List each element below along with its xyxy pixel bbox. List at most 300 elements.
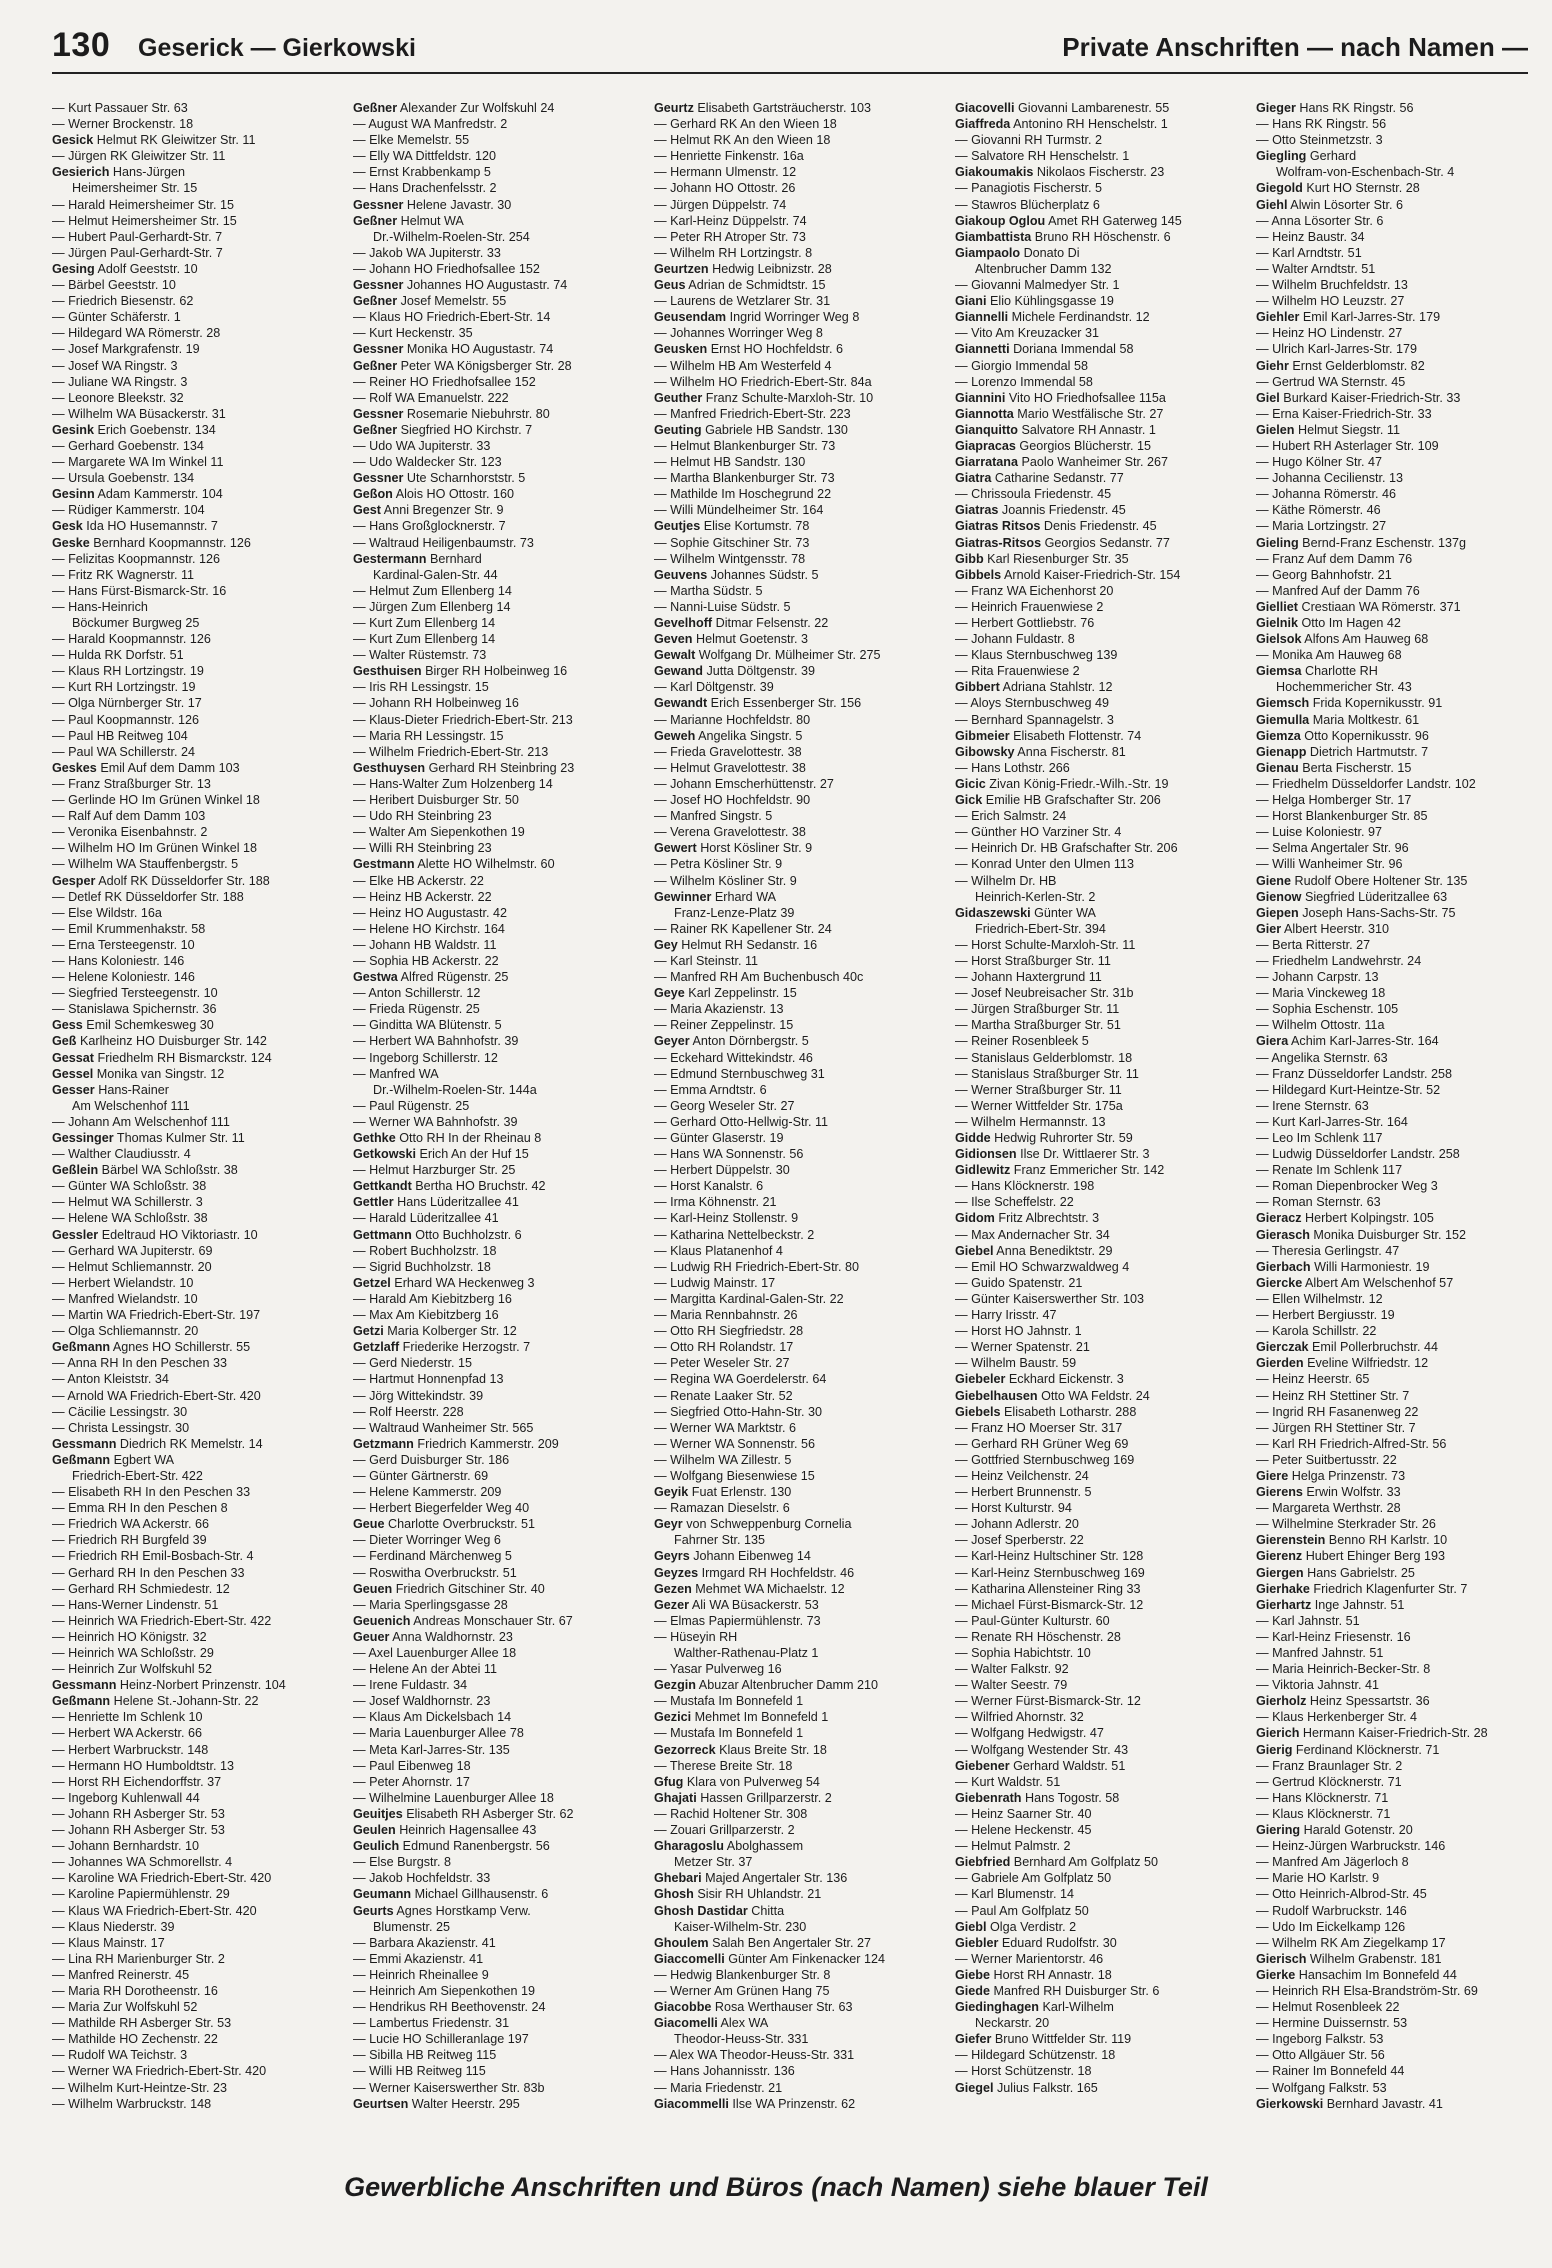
directory-entry <box>1256 390 1551 406</box>
directory-entry: — Udo RH Steinbring 23 <box>353 809 492 824</box>
directory-entry <box>353 277 648 293</box>
directory-entry: — Peter Suitbertusstr. 22 <box>1256 1452 1397 1467</box>
entry-surname: Gewand <box>654 664 703 679</box>
directory-entry <box>654 1581 949 1597</box>
directory-entry: Walther-Rathenau-Platz 1 <box>674 1646 819 1660</box>
entry-surname: Giapracas <box>955 438 1016 453</box>
directory-entry: — Heinz HO Augustastr. 42 <box>353 905 507 920</box>
entry-details: Monika HO Augustastr. 74 <box>403 342 554 357</box>
entry-surname: Gibbert <box>955 680 1000 695</box>
directory-entry: Dr.-Wilhelm-Roelen-Str. 144a <box>373 1082 537 1097</box>
directory-entry: — Jürgen RH Stettiner Str. 7 <box>1256 1420 1416 1435</box>
entry-details: Gerhard RH Steinbring 23 <box>425 760 575 775</box>
directory-entry: — Wolfgang Biesenwiese 15 <box>654 1468 815 1483</box>
entry-surname: Geßmann <box>52 1694 111 1709</box>
directory-entry <box>654 309 949 325</box>
directory-entry: — Helmut Zum Ellenberg 14 <box>353 583 512 598</box>
entry-surname: Giehr <box>1256 358 1289 373</box>
directory-entry: — Emil HO Schwarzwaldweg 4 <box>955 1259 1130 1274</box>
directory-entry: — Manfred Reinerstr. 45 <box>52 1967 190 1982</box>
directory-entry: — Karoline Papiermühlenstr. 29 <box>52 1887 230 1902</box>
directory-entry: — Klaus-Dieter Friedrich-Ebert-Str. 213 <box>353 712 573 727</box>
directory-entry: — Lambertus Friedenstr. 31 <box>353 2016 510 2031</box>
directory-entry: — Giovanni RH Turmstr. 2 <box>955 133 1102 148</box>
directory-entry <box>654 1709 949 1725</box>
directory-entry: Hochemmericher Str. 43 <box>1276 680 1412 695</box>
entry-details: Alette HO Wilhelmstr. 60 <box>414 857 555 872</box>
entry-details: Alois HO Ottostr. 160 <box>392 487 514 502</box>
directory-entry <box>654 390 949 406</box>
directory-entry <box>654 341 949 357</box>
directory-entry <box>955 1146 1250 1162</box>
directory-entry: — Cäcilie Lessingstr. 30 <box>52 1404 188 1419</box>
entry-details: Berta Fischerstr. 15 <box>1298 760 1412 775</box>
directory-entry <box>353 1629 648 1645</box>
entry-surname: Giatra <box>955 471 992 486</box>
directory-entry: — Roman Sternstr. 63 <box>1256 1195 1381 1210</box>
entry-surname: Gidaszewski <box>955 905 1031 920</box>
directory-entry: — Emmi Akazienstr. 41 <box>353 1951 484 1966</box>
directory-entry: — Wilhelm WA Büsackerstr. 31 <box>52 406 226 421</box>
directory-entry: — Maria RH Lessingstr. 15 <box>353 728 504 743</box>
directory-entry: — Wilhelm Kösliner Str. 9 <box>654 873 797 888</box>
directory-entry <box>52 1339 347 1355</box>
directory-entry: — Margitta Kardinal-Galen-Str. 22 <box>654 1291 844 1306</box>
directory-entry: — Heinrich Frauenwiese 2 <box>955 599 1104 614</box>
entry-surname: Gessler <box>52 1227 99 1242</box>
entry-details: Maria Moltkestr. 61 <box>1309 712 1420 727</box>
directory-entry <box>353 1822 648 1838</box>
directory-entry <box>52 422 347 438</box>
entry-details: Johannes HO Augustastr. 74 <box>403 278 568 293</box>
directory-entry <box>52 486 347 502</box>
directory-entry: — Kurt Heckenstr. 35 <box>353 326 473 341</box>
directory-entry <box>353 1516 648 1532</box>
directory-entry: — Jürgen Straßburger Str. 11 <box>955 1002 1120 1017</box>
entry-details: Erich An der Huf 15 <box>416 1147 529 1162</box>
entry-details: Salah Ben Angertaler Str. 27 <box>708 1935 872 1950</box>
directory-entry: — Klaus Sternbuschweg 139 <box>955 648 1118 663</box>
directory-entry: — Manfred RH Am Buchenbusch 40c <box>654 970 864 985</box>
entry-details: Helene St.-Johann-Str. 22 <box>110 1694 259 1709</box>
directory-entry: — Paul Am Golfplatz 50 <box>955 1903 1089 1918</box>
directory-entry: — Arnold WA Friedrich-Ebert-Str. 420 <box>52 1388 261 1403</box>
entry-details: Fuat Erlenstr. 130 <box>688 1485 792 1500</box>
directory-entry: — Mathilde HO Zechenstr. 22 <box>52 2032 218 2047</box>
entry-details: Ingrid Worringer Weg 8 <box>726 310 860 325</box>
directory-entry: — Horst Blankenburger Str. 85 <box>1256 809 1428 824</box>
directory-entry: — Ingeborg Schillerstr. 12 <box>353 1050 498 1065</box>
directory-entry: — Josef HO Hochfeldstr. 90 <box>654 793 811 808</box>
directory-entry: — Heinz HB Ackerstr. 22 <box>353 889 492 904</box>
entry-details: Agnes HO Schillerstr. 55 <box>110 1340 251 1355</box>
entry-details: Catharine Sedanstr. 77 <box>991 471 1124 486</box>
directory-entry: — Detlef RK Düsseldorfer Str. 188 <box>52 889 244 904</box>
directory-entry: Neckarstr. 20 <box>975 2016 1050 2031</box>
directory-entry: — Helmut Harzburger Str. 25 <box>353 1163 516 1178</box>
directory-entry <box>955 406 1250 422</box>
directory-entry: — Ulrich Karl-Jarres-Str. 179 <box>1256 342 1417 357</box>
directory-entry: — Helene Koloniestr. 146 <box>52 970 195 985</box>
entry-surname: Geßon <box>353 487 393 502</box>
directory-entry: — Walter Am Siepenkothen 19 <box>353 825 525 840</box>
directory-entry <box>955 728 1250 744</box>
entry-surname: Geurtz <box>654 101 694 115</box>
directory-entry: — Käthe Römerstr. 46 <box>1256 503 1381 518</box>
directory-entry: — Hans Koloniestr. 146 <box>52 953 185 968</box>
entry-details: Alwin Lösorter Str. 6 <box>1287 197 1403 212</box>
entry-surname: Gessmann <box>52 1678 117 1693</box>
entry-details: Joseph Hans-Sachs-Str. 75 <box>1298 905 1456 920</box>
directory-entry: — Wilhelm Ottostr. 11a <box>1256 1018 1385 1033</box>
entry-details: Erhard WA Heckenweg 3 <box>390 1275 535 1290</box>
entry-details: Elisabeth Flottenstr. 74 <box>1009 728 1142 743</box>
entry-details: Friedhelm RH Bismarckstr. 124 <box>94 1050 272 1065</box>
entry-surname: Geuvens <box>654 567 708 582</box>
directory-entry <box>955 1854 1250 1870</box>
entry-surname: Geulen <box>353 1823 396 1838</box>
directory-entry: — Paul Koopmannstr. 126 <box>52 712 200 727</box>
directory-entry: — Walter Seestr. 79 <box>955 1678 1068 1693</box>
entry-details: Erwin Wolfstr. 33 <box>1302 1485 1401 1500</box>
directory-entry: — Olga Schliemannstr. 20 <box>52 1324 199 1339</box>
directory-entry <box>353 358 648 374</box>
entry-details: Karl-Wilhelm <box>1038 2000 1114 2015</box>
directory-entry: — Chrissoula Friedenstr. 45 <box>955 487 1112 502</box>
entry-details: Bernhard <box>426 551 482 566</box>
directory-entry <box>353 502 648 518</box>
directory-entry: Franz-Lenze-Platz 39 <box>674 905 795 920</box>
directory-entry <box>654 889 949 905</box>
directory-entry: — Renate RH Höschenstr. 28 <box>955 1629 1121 1644</box>
directory-entry: — Werner WA Bahnhofstr. 39 <box>353 1114 518 1129</box>
directory-entry <box>353 1886 648 1902</box>
entry-surname: Gesinn <box>52 487 95 502</box>
directory-entry <box>1256 1227 1551 1243</box>
entry-surname: Getzlaff <box>353 1340 400 1355</box>
entry-details: Monika Duisburger Str. 152 <box>1309 1227 1467 1242</box>
directory-entry: — Bernhard Spannagelstr. 3 <box>955 712 1114 727</box>
directory-entry <box>955 1371 1250 1387</box>
directory-entry: — Heribert Duisburger Str. 50 <box>353 793 519 808</box>
directory-entry: — Lucie HO Schilleranlage 197 <box>353 2032 529 2047</box>
directory-entry: — Hildegard Kurt-Heintze-Str. 52 <box>1256 1082 1441 1097</box>
entry-details: Otto RH In der Rheinau 8 <box>395 1131 542 1145</box>
entry-details: Friedrich Gitschiner Str. 40 <box>392 1581 545 1596</box>
directory-entry: — Hermann Ulmenstr. 12 <box>654 165 797 180</box>
directory-entry: — Franz WA Eichenhorst 20 <box>955 583 1114 598</box>
entry-details: Chitta <box>747 1903 785 1918</box>
entry-details: Adam Kammerstr. 104 <box>94 487 223 502</box>
directory-entry: — Maria Friedenstr. 21 <box>654 2080 783 2095</box>
directory-entry: — Edmund Sternbuschweg 31 <box>654 1066 825 1081</box>
entry-details: Otto Buchholzstr. 6 <box>411 1227 522 1242</box>
entry-surname: Giebler <box>955 1935 999 1950</box>
directory-entry: — Giorgio Immendal 58 <box>955 358 1088 373</box>
directory-entry: — Klaus RH Lortzingstr. 19 <box>52 664 204 679</box>
directory-entry: — Sophie Gitschiner Str. 73 <box>654 535 810 550</box>
entry-surname: Gestmann <box>353 857 415 872</box>
entry-details: Heinz-Norbert Prinzenstr. 104 <box>116 1678 286 1693</box>
entry-surname: Gessner <box>353 406 404 421</box>
directory-entry: — Kurt Zum Ellenberg 14 <box>353 632 496 647</box>
entry-details: Ute Scharnhorststr. 5 <box>403 471 526 486</box>
directory-entry: — Helene HO Kirchstr. 164 <box>353 921 505 936</box>
page-number: 130 <box>52 26 111 64</box>
directory-entry: — Paul WA Schillerstr. 24 <box>52 744 196 759</box>
directory-entry <box>654 2096 949 2112</box>
directory-entry <box>955 1162 1250 1178</box>
entry-surname: Gicic <box>955 776 986 791</box>
directory-entry: — Gerd Niederstr. 15 <box>353 1356 472 1371</box>
directory-entry: — Willi Wanheimer Str. 96 <box>1256 857 1403 872</box>
directory-entry: — Rainer Im Bonnefeld 44 <box>1256 2064 1405 2079</box>
directory-entry: — Hendrikus RH Beethovenstr. 24 <box>353 2000 546 2015</box>
entry-details: Sisir RH Uhlandstr. 21 <box>693 1887 822 1902</box>
directory-entry: — Heinrich WA Friedrich-Ebert-Str. 422 <box>52 1613 272 1628</box>
entry-details: Mario Westfälische Str. 27 <box>1013 406 1164 421</box>
directory-entry: — Klaus Am Dickelsbach 14 <box>353 1710 512 1725</box>
directory-entry: — Margareta Werthstr. 28 <box>1256 1501 1401 1516</box>
directory-entry: — Wilhelm Bruchfeldstr. 13 <box>1256 278 1408 293</box>
directory-entry: — Siegfried Tersteegenstr. 10 <box>52 986 218 1001</box>
directory-entry: — Werner WA Sonnenstr. 56 <box>654 1436 815 1451</box>
directory-entry: — Helmut WA Schillerstr. 3 <box>52 1195 203 1210</box>
directory-entry <box>1256 2096 1551 2112</box>
entry-surname: Gezici <box>654 1710 692 1725</box>
entry-surname: Giehler <box>1256 310 1300 325</box>
directory-entry: — Klaus Klöcknerstr. 71 <box>1256 1806 1391 1821</box>
entry-details: Charlotte RH <box>1301 664 1378 679</box>
entry-surname: Gierkowski <box>1256 2096 1324 2111</box>
entry-details: Walter Heerstr. 295 <box>408 2096 520 2111</box>
entry-details: Albert Am Welschenhof 57 <box>1302 1275 1454 1290</box>
entry-surname: Geskes <box>52 760 97 775</box>
entry-details: Eckhard Eickenstr. 3 <box>1005 1372 1124 1387</box>
entry-details: Gerhard <box>1306 149 1357 164</box>
directory-entry: — Johann RH Holbeinweg 16 <box>353 696 519 711</box>
directory-entry: — Werner Kaiserswerther Str. 83b <box>353 2080 545 2095</box>
entry-details: Ferdinand Klöcknerstr. 71 <box>1292 1742 1440 1757</box>
entry-surname: Gidom <box>955 1211 995 1226</box>
directory-entry: — Katharina Allensteiner Ring 33 <box>955 1581 1141 1596</box>
directory-entry <box>1256 1742 1551 1758</box>
directory-entry <box>654 1886 949 1902</box>
entry-details: Otto Kopernikusstr. 96 <box>1300 728 1429 743</box>
directory-entry <box>1256 1581 1551 1597</box>
directory-entry: — Therese Breite Str. 18 <box>654 1758 793 1773</box>
directory-entry: — Klaus Herkenberger Str. 4 <box>1256 1710 1417 1725</box>
entry-surname: Giemza <box>1256 728 1301 743</box>
entry-surname: Getkowski <box>353 1147 416 1162</box>
entry-surname: Gesick <box>52 133 94 148</box>
directory-entry <box>955 1967 1250 1983</box>
entry-details: Edeltraud HO Viktoriastr. 10 <box>98 1227 258 1242</box>
directory-entry <box>1256 1967 1551 1983</box>
directory-entry: — Herbert Gottliebstr. 76 <box>955 616 1095 630</box>
directory-entry: — Herbert Brunnenstr. 5 <box>955 1485 1092 1500</box>
entry-details: Birger RH Holbeinweg 16 <box>421 664 568 679</box>
entry-details: Franz Schulte-Marxloh-Str. 10 <box>702 390 874 405</box>
entry-details: Ilse Dr. Wittlaerer Str. 3 <box>1016 1147 1150 1162</box>
directory-entry: — Roswitha Overbruckstr. 51 <box>353 1565 517 1580</box>
directory-entry: — Hans Lothstr. 266 <box>955 760 1070 775</box>
entry-surname: Gessner <box>353 342 404 357</box>
entry-surname: Giannetti <box>955 342 1010 357</box>
entry-details: Georgios Blücherstr. 15 <box>1015 438 1152 453</box>
entry-surname: Geß <box>52 1034 77 1049</box>
entry-surname: Giegel <box>955 2080 994 2095</box>
directory-entry: — Johann HO Ottostr. 26 <box>654 181 796 196</box>
entry-details: Hermann Kaiser-Friedrich-Str. 28 <box>1299 1726 1488 1741</box>
directory-entry <box>1256 889 1551 905</box>
directory-entry: — Otto RH Siegfriedstr. 28 <box>654 1324 804 1339</box>
directory-entry: — Juliane WA Ringstr. 3 <box>52 374 188 389</box>
directory-entry: — Nanni-Luise Südstr. 5 <box>654 599 791 614</box>
entry-details: Emil Auf dem Damm 103 <box>96 760 240 775</box>
entry-surname: Giakoumakis <box>955 165 1034 180</box>
directory-entry: — Gertrud WA Sternstr. 45 <box>1256 374 1406 389</box>
directory-entry <box>52 1033 347 1049</box>
directory-entry <box>1256 905 1551 921</box>
directory-entry <box>955 229 1250 245</box>
directory-entry: — Selma Angertaler Str. 96 <box>1256 841 1409 856</box>
directory-entry: — Stanislaus Straßburger Str. 11 <box>955 1066 1139 1081</box>
directory-entry: — Hans-Heinrich <box>52 599 148 614</box>
directory-entry: — Manfred Jahnstr. 51 <box>1256 1646 1384 1660</box>
directory-entry: — Friedrich WA Ackerstr. 66 <box>52 1517 209 1532</box>
directory-entry: — Willi Mündelheimer Str. 164 <box>654 503 824 518</box>
entry-surname: Gethke <box>353 1131 396 1145</box>
directory-entry <box>654 1870 949 1886</box>
directory-entry: — Werner Spatenstr. 21 <box>955 1340 1090 1355</box>
entry-details: Charlotte Overbruckstr. 51 <box>384 1517 535 1532</box>
directory-entry: — Herbert Düppelstr. 30 <box>654 1163 790 1178</box>
directory-entry <box>353 1178 648 1194</box>
directory-entry: Blumenstr. 25 <box>373 1919 451 1934</box>
directory-entry: — Iris RH Lessingstr. 15 <box>353 680 489 695</box>
directory-entry: — Johannes Worringer Weg 8 <box>654 326 823 341</box>
entry-surname: Gewandt <box>654 696 708 711</box>
directory-entry: — Gerhard WA Jupiterstr. 69 <box>52 1243 213 1258</box>
entry-surname: Geuer <box>353 1629 390 1644</box>
directory-entry: — Helmut Blankenburger Str. 73 <box>654 438 836 453</box>
directory-entry: — Maria Vinckeweg 18 <box>1256 986 1386 1001</box>
directory-entry <box>353 197 648 213</box>
entry-details: Otto WA Feldstr. 24 <box>1037 1388 1150 1403</box>
directory-entry: — Sigrid Buchholzstr. 18 <box>353 1259 491 1274</box>
entry-surname: Giercke <box>1256 1275 1303 1290</box>
entry-details: Franz Emmericher Str. 142 <box>1010 1163 1165 1178</box>
entry-surname: Gibowsky <box>955 744 1015 759</box>
entry-surname: Geßner <box>353 358 398 373</box>
directory-entry <box>1256 422 1551 438</box>
directory-entry <box>955 309 1250 325</box>
directory-entry: — Hüseyin RH <box>654 1629 738 1644</box>
directory-entry: Theodor-Heuss-Str. 331 <box>674 2032 809 2047</box>
entry-surname: Giede <box>955 1983 990 1998</box>
entry-details: Erich Goebenstr. 134 <box>94 422 216 437</box>
directory-entry: — Josef Sperberstr. 22 <box>955 1533 1084 1548</box>
directory-entry <box>1256 148 1551 164</box>
entry-details: Karlheinz HO Duisburger Str. 142 <box>76 1034 267 1049</box>
directory-entry: — Wilhelm HO Im Grünen Winkel 18 <box>52 841 258 856</box>
entry-surname: Gesper <box>52 873 96 888</box>
entry-details: Abolghassem <box>723 1839 804 1854</box>
entry-details: Siegfried HO Kirchstr. 7 <box>397 422 533 437</box>
directory-entry <box>353 1275 648 1291</box>
directory-entry: — Karola Schillstr. 22 <box>1256 1324 1377 1339</box>
directory-entry: — Otto Steinmetzstr. 3 <box>1256 133 1383 148</box>
directory-entry: — Ginditta WA Blütenstr. 5 <box>353 1018 502 1033</box>
entry-details: Anni Bregenzer Str. 9 <box>381 503 504 518</box>
directory-entry: — Walter Rüstemstr. 73 <box>353 648 487 663</box>
directory-entry <box>955 454 1250 470</box>
directory-entry <box>955 2031 1250 2047</box>
entry-surname: Gettmann <box>353 1227 412 1242</box>
directory-entry: — Johann Adlerstr. 20 <box>955 1517 1079 1532</box>
directory-entry: — Wilhelm WA Zillestr. 5 <box>654 1452 792 1467</box>
entry-surname: Gierhake <box>1256 1581 1310 1596</box>
entry-surname: Giergen <box>1256 1565 1304 1580</box>
entry-surname: Geyr <box>654 1517 683 1532</box>
entry-surname: Geyrs <box>654 1549 690 1564</box>
directory-entry: — Jürgen RK Gleiwitzer Str. 11 <box>52 149 226 164</box>
entry-surname: Gessner <box>353 278 404 293</box>
entry-surname: Gesser <box>52 1082 95 1097</box>
entry-details: Helmut WA <box>397 213 464 228</box>
entry-details: Heinrich Hagensallee 43 <box>395 1823 537 1838</box>
directory-entry <box>654 1774 949 1790</box>
entry-surname: Gielen <box>1256 422 1295 437</box>
directory-entry: — Wilhelm Warbruckstr. 148 <box>52 2096 212 2111</box>
directory-entry: — Klaus Niederstr. 39 <box>52 1919 175 1934</box>
directory-entry <box>654 277 949 293</box>
entry-details: Helmut Goetenstr. 3 <box>692 632 809 647</box>
directory-entry <box>955 567 1250 583</box>
directory-entry: Fahrner Str. 135 <box>674 1533 766 1548</box>
directory-entry: — Jörg Wittekindstr. 39 <box>353 1388 484 1403</box>
directory-entry: — Friedrich RH Emil-Bosbach-Str. 4 <box>52 1549 254 1564</box>
directory-entry <box>353 470 648 486</box>
entry-surname: Giebels <box>955 1404 1001 1419</box>
directory-entry: — Helmut RK An den Wieen 18 <box>654 133 831 148</box>
directory-entry <box>1256 631 1551 647</box>
entry-details: Gerhard Waldstr. 51 <box>1009 1758 1126 1773</box>
directory-entry: — Mustafa Im Bonnefeld 1 <box>654 1726 804 1741</box>
directory-entry <box>955 1404 1250 1420</box>
directory-entry <box>1256 1355 1551 1371</box>
directory-entry: — Guido Spatenstr. 21 <box>955 1275 1083 1290</box>
directory-entry <box>52 261 347 277</box>
entry-details: Monika van Singstr. 12 <box>93 1066 225 1081</box>
entry-details: Michele Ferdinandstr. 12 <box>1008 310 1150 325</box>
directory-entry: Kardinal-Galen-Str. 44 <box>373 567 498 582</box>
directory-entry: — Klaus Platanenhof 4 <box>654 1243 783 1258</box>
directory-entry <box>654 100 949 116</box>
directory-entry: — Wilhelm WA Stauffenbergstr. 5 <box>52 857 239 872</box>
directory-entry <box>353 2096 648 2112</box>
directory-entry <box>353 341 648 357</box>
directory-entry: — Friedrich RH Burgfeld 39 <box>52 1533 207 1548</box>
entry-details: Mehmet Im Bonnefeld 1 <box>691 1710 829 1725</box>
directory-entry: Metzer Str. 37 <box>674 1855 753 1870</box>
entry-details: Andreas Monschauer Str. 67 <box>410 1613 573 1628</box>
directory-entry: — Gerd Duisburger Str. 186 <box>353 1452 510 1467</box>
directory-entry: — Josef WA Ringstr. 3 <box>52 358 178 373</box>
entry-surname: Giegold <box>1256 181 1303 196</box>
directory-entry: — Werner WA Friedrich-Ebert-Str. 420 <box>52 2064 267 2079</box>
